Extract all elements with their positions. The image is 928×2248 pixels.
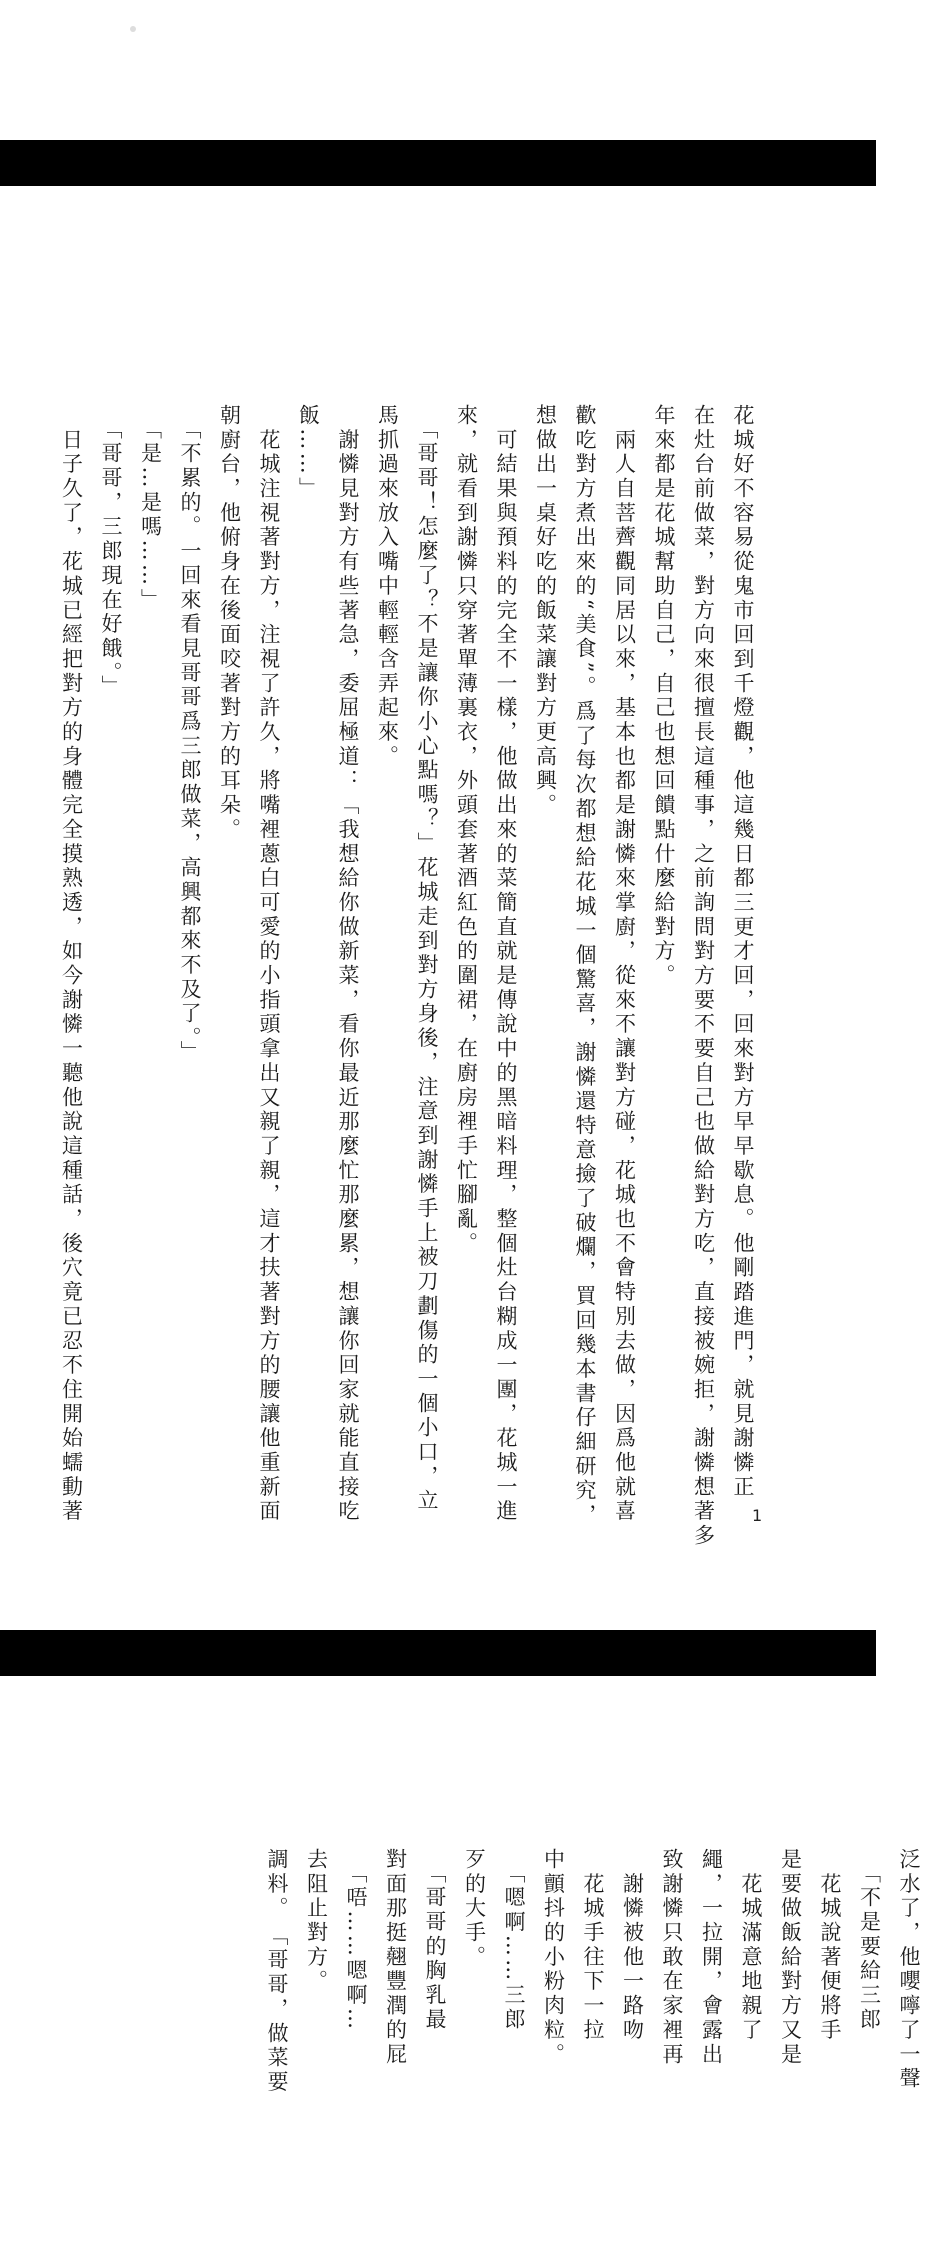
top-page-fragment: [0, 0, 876, 140]
page-1-paragraph-line: 花城好不容易從鬼市回到千燈觀，他這幾日都三更才回，回來對方早早歇息。他剛踏進門，就見謝憐正: [723, 404, 763, 1624]
page-2-paragraph-line: 花城說著便將手: [810, 1848, 850, 2248]
page-2-paragraph-line: 歹的大手。: [454, 1848, 494, 2248]
page-2-paragraph-line: 繩，一拉開，會露出: [691, 1848, 731, 2248]
page-2-paragraph-line: 致謝憐只敢在家裡再: [652, 1848, 692, 2248]
page-1-paragraph-line: 花城注視著對方，注視了許久，將嘴裡蔥白可愛的小指頭拿出又親了親，這才扶著對方的腰讓他重新面: [249, 404, 289, 1624]
page-2-paragraph-line: 「哥哥的胸乳最: [415, 1848, 455, 2248]
page-2-paragraph-line: 「唔……嗯啊…: [336, 1848, 376, 2248]
page-separator: [0, 140, 876, 186]
page-2-paragraph-line: 去阻止對方。: [296, 1848, 336, 2248]
page-2-paragraph-line: 花城手往下一拉: [573, 1848, 613, 2248]
page-1-paragraph-line: 飯……」: [288, 404, 328, 1624]
page-1-paragraph-line: 想做出一桌好吃的飯菜讓對方更高興。: [525, 404, 565, 1624]
page-separator: [0, 1630, 876, 1676]
page-1-paragraph-line: 「哥哥，三郎現在好餓。」: [91, 404, 131, 1624]
scan-speck: [130, 26, 136, 32]
page-2-paragraph-line: 「不是要給三郎: [849, 1848, 889, 2248]
page-2-paragraph-line: 花城滿意地親了: [731, 1848, 771, 2248]
page-2-paragraph-line: 泛水了，他嚶嚀了一聲: [889, 1848, 928, 2248]
page-1-paragraph-line: 歡吃對方煮出來的“美食”。爲了每次都想給花城一個驚喜，謝憐還特意撿了破爛，買回幾本書仔細研究，: [565, 404, 605, 1624]
page-2-paragraph-line: 是要做飯給對方又是: [770, 1848, 810, 2248]
page-1-paragraph-line: 兩人自菩薺觀同居以來，基本也都是謝憐來掌廚，從來不讓對方碰，花城也不會特別去做，因爲他就喜: [604, 404, 644, 1624]
page-1-paragraph-line: 「不累的。一回來看見哥哥爲三郎做菜，高興都來不及了。」: [170, 404, 210, 1624]
page-2-paragraph-line: 調料。 「哥哥，做菜要: [257, 1848, 297, 2248]
page-1-text: [51, 404, 762, 1624]
page-2-paragraph-line: 謝憐被他一路吻: [612, 1848, 652, 2248]
page-1: [0, 186, 876, 1630]
page-1-paragraph-line: 年來都是花城幫助自己，自己也想回饋點什麼給對方。: [644, 404, 684, 1624]
page-2-paragraph-line: 對面那挺翹豐潤的屁: [375, 1848, 415, 2248]
page-number: 1: [752, 1506, 762, 1525]
page-2-text: [257, 1848, 928, 2248]
page-1-paragraph-line: 「是…是嗎……」: [130, 404, 170, 1624]
page-1-paragraph-line: 來，就看到謝憐只穿著單薄裏衣，外頭套著酒紅色的圍裙，在廚房裡手忙腳亂。: [446, 404, 486, 1624]
page-1-paragraph-line: 可結果與預料的完全不一樣，他做出來的菜簡直就是傳說中的黑暗料理，整個灶台糊成一團，花城一進: [486, 404, 526, 1624]
page-1-paragraph-line: 「哥哥！怎麼了？不是讓你小心點嗎？」花城走到對方身後，注意到謝憐手上被刀劃傷的一個小口，立: [407, 404, 447, 1624]
page-1-paragraph-line: 朝廚台，他俯身在後面咬著對方的耳朵。: [209, 404, 249, 1624]
page-2: [0, 1676, 876, 2048]
page-1-paragraph-line: 謝憐見對方有些著急，委屈極道：「我想給你做新菜，看你最近那麼忙那麼累，想讓你回家就能直接吃: [328, 404, 368, 1624]
page-1-paragraph-line: 在灶台前做菜，對方向來很擅長這種事，之前詢問對方要不要自己也做給對方吃，直接被婉拒，謝憐想著多: [683, 404, 723, 1624]
page-2-paragraph-line: 「嗯啊……三郎: [494, 1848, 534, 2248]
page-1-paragraph-line: 馬抓過來放入嘴中輕輕含弄起來。: [367, 404, 407, 1624]
page-2-paragraph-line: 中顫抖的小粉肉粒。: [533, 1848, 573, 2248]
page-1-paragraph-line: 日子久了，花城已經把對方的身體完全摸熟透，如今謝憐一聽他說這種話，後穴竟已忍不住開始蠕動著: [51, 404, 91, 1624]
